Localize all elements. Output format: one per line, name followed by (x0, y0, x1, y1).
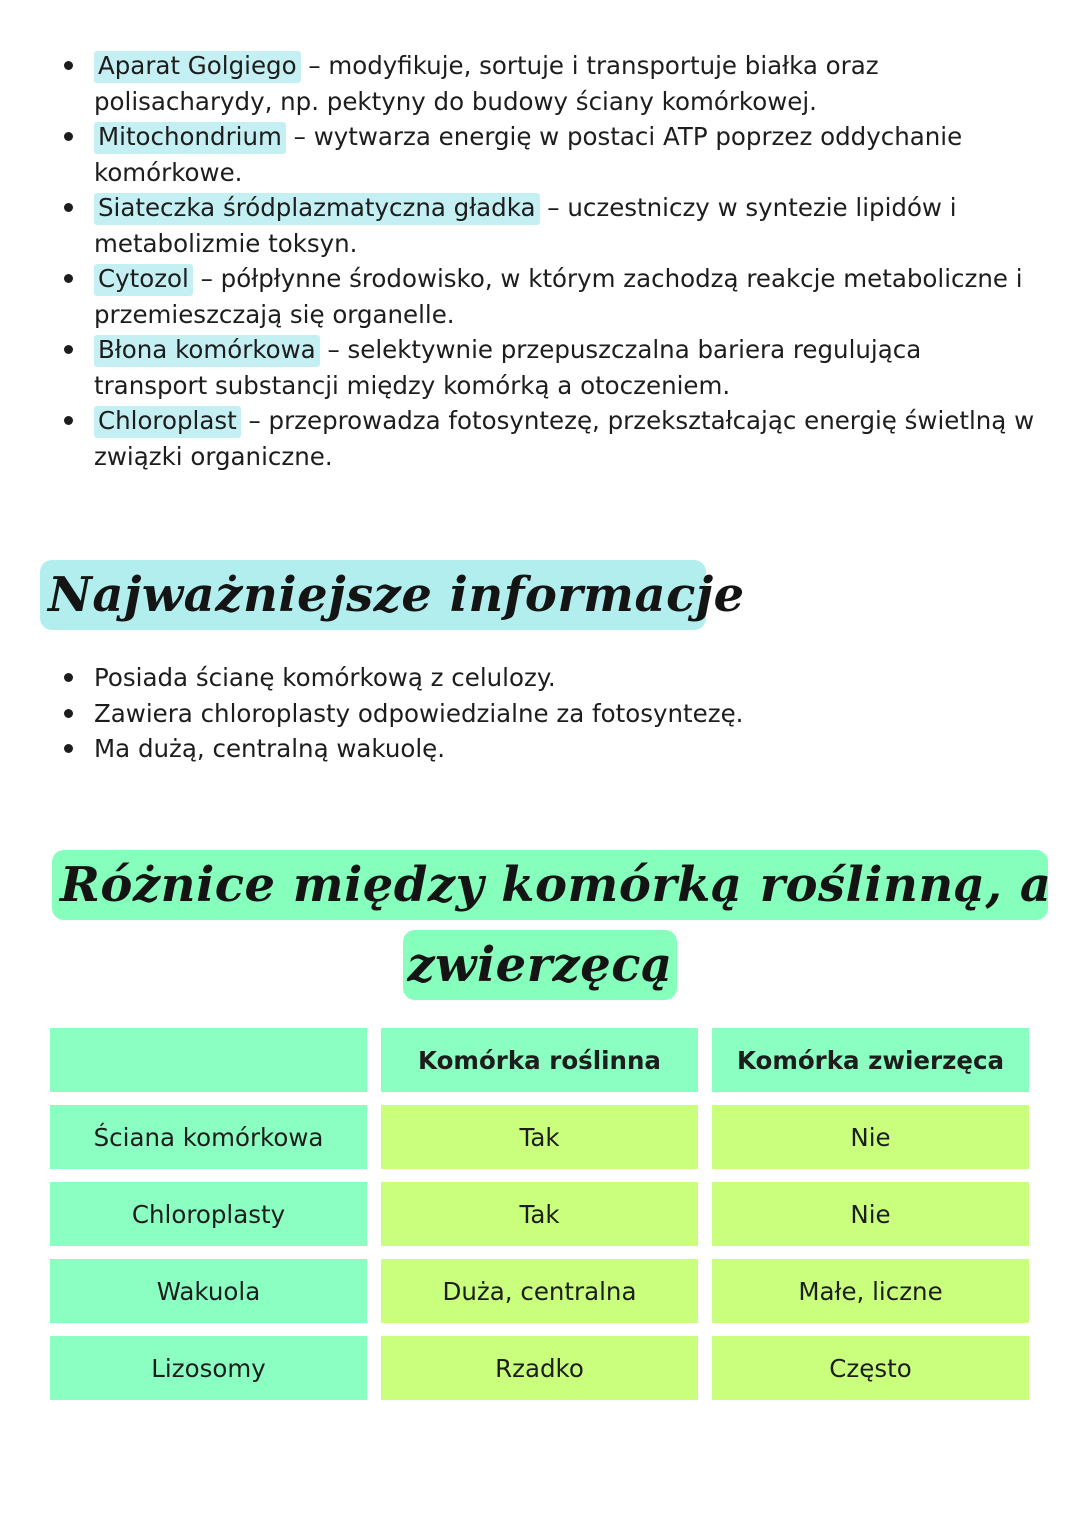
table-row-label: Chloroplasty (50, 1182, 367, 1246)
organelle-item-chloroplast (60, 403, 1040, 474)
key-info-list (60, 660, 960, 767)
key-info-item: Zawiera chloroplasty odpowiedzialne za fotosyntezę. (60, 696, 960, 732)
organelle-description: – półpłynne środowisko, w którym zachodzą reakcje metaboliczne i przemieszczają się organelle. (94, 264, 1023, 329)
organelle-description: – przeprowadza fotosyntezę, przekształcając energię świetlną w związki organiczne. (94, 406, 1035, 471)
organelle-term: Chloroplast (94, 406, 241, 438)
table-row (50, 1182, 1029, 1246)
table-cell-animal: Małe, liczne (712, 1259, 1029, 1323)
organelle-item-cytosol (60, 261, 1040, 332)
key-info-item: Ma dużą, centralną wakuolę. (60, 731, 960, 767)
organelle-term: Błona komórkowa (94, 335, 320, 367)
organelle-term: Siateczka śródplazmatyczna gładka (94, 193, 540, 225)
comparison-table (36, 1015, 1043, 1413)
table-row (50, 1105, 1029, 1169)
differences-title-line2: zwierzęcą (403, 930, 677, 1000)
table-header-cell-empty (50, 1028, 367, 1092)
organelle-item-cell-membrane (60, 332, 1040, 403)
table-cell-animal: Nie (712, 1105, 1029, 1169)
key-info-item: Posiada ścianę komórkową z celulozy. (60, 660, 960, 696)
organelle-term: Aparat Golgiego (94, 51, 301, 83)
table-cell-plant: Rzadko (381, 1336, 698, 1400)
organelle-description: – wytwarza energię w postaci ATP poprzez oddychanie komórkowe. (94, 122, 963, 187)
table-row-label: Ściana komórkowa (50, 1105, 367, 1169)
table-row-label: Lizosomy (50, 1336, 367, 1400)
organelle-term: Mitochondrium (94, 122, 286, 154)
table-cell-animal: Często (712, 1336, 1029, 1400)
table-row (50, 1336, 1029, 1400)
table-row-label: Wakuola (50, 1259, 367, 1323)
organelle-item-mitochondrium (60, 119, 1040, 190)
table-header-animal-cell: Komórka zwierzęca (712, 1028, 1029, 1092)
organelle-description: – modyfikuje, sortuje i transportuje białka oraz polisacharydy, np. pektyny do budowy ściany komórkowej. (94, 51, 879, 116)
table-cell-plant: Duża, centralna (381, 1259, 698, 1323)
table-cell-animal: Nie (712, 1182, 1029, 1246)
table-row (50, 1259, 1029, 1323)
table-cell-plant: Tak (381, 1182, 698, 1246)
organelle-list (60, 48, 1040, 474)
table-header-plant-cell: Komórka roślinna (381, 1028, 698, 1092)
organelle-description: – selektywnie przepuszczalna bariera regulująca transport substancji między komórką a otoczeniem. (94, 335, 922, 400)
differences-title-line1: Różnice między komórką roślinną, a (52, 850, 1048, 920)
organelle-item-smooth-er (60, 190, 1040, 261)
key-info-title: Najważniejsze informacje (40, 560, 706, 630)
organelle-item-golgi (60, 48, 1040, 119)
organelle-description: – uczestniczy w syntezie lipidów i metabolizmie toksyn. (94, 193, 957, 258)
organelle-term: Cytozol (94, 264, 193, 296)
table-header-row (50, 1028, 1029, 1092)
table-cell-plant: Tak (381, 1105, 698, 1169)
